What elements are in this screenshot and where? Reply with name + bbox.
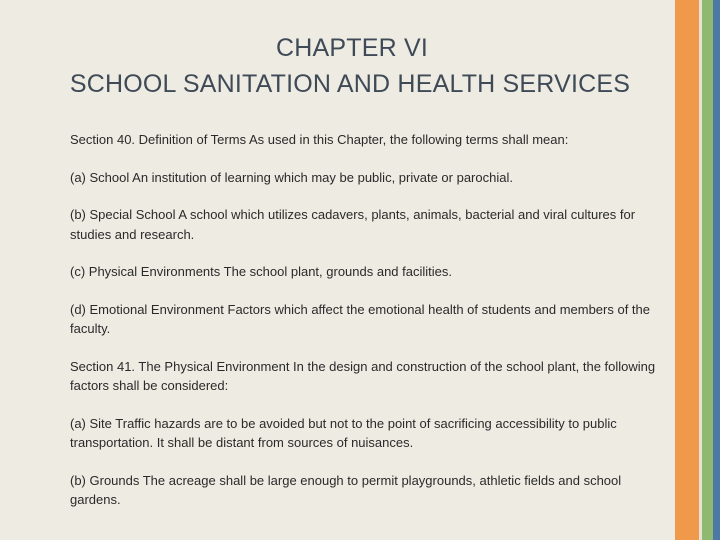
green-stripe [702, 0, 713, 540]
section-41-heading: Section 41. The Physical Environment In the design and construction of the school plant, the following factors shall be considered: [70, 358, 656, 393]
slide-title [0, 30, 700, 102]
definition-school: (a) School An institution of learning which may be public, private or parochial. [70, 169, 513, 185]
factor-site: (a) Site Traffic hazards are to be avoided but not to the point of sacrificing accessibility to public transportation. It shall be distant from sources of nuisances. [70, 415, 617, 450]
slide-body [70, 130, 660, 528]
definition-emotional-environment: (d) Emotional Environment Factors which affect the emotional health of students and members of the faculty. [70, 301, 651, 336]
chapter-subtitle: SCHOOL SANITATION AND HEALTH SERVICES [69, 70, 631, 98]
factor-grounds: (b) Grounds The acreage shall be large enough to permit playgrounds, athletic fields and school gardens. [70, 472, 622, 507]
chapter-heading: CHAPTER VI [275, 34, 429, 62]
blue-stripe [713, 0, 720, 540]
definition-physical-environments: (c) Physical Environments The school plant, grounds and facilities. [70, 264, 453, 279]
decorative-side-stripes [675, 0, 720, 540]
definition-special-school: (b) Special School A school which utilizes cadavers, plants, animals, bacterial and viral cultures for studies and research. [70, 207, 636, 242]
orange-stripe [675, 0, 699, 540]
section-40-heading: Section 40. Definition of Terms As used in this Chapter, the following terms shall mean: [70, 132, 569, 147]
